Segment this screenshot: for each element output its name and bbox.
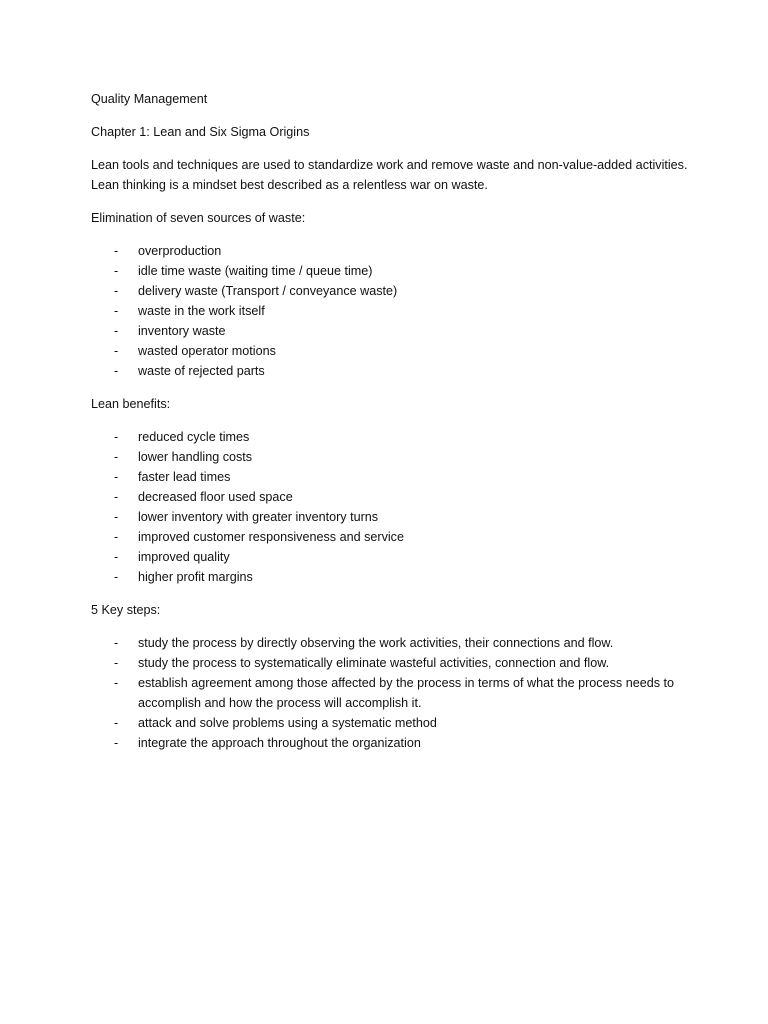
bullet-dash: - bbox=[114, 570, 119, 584]
chapter-heading: Chapter 1: Lean and Six Sigma Origins bbox=[91, 125, 310, 139]
list-item bbox=[91, 713, 691, 733]
list-item-text: improved customer responsiveness and service bbox=[138, 530, 404, 544]
bullet-dash: - bbox=[114, 656, 119, 670]
list-item bbox=[91, 427, 691, 447]
list-item-text: study the process by directly observing the work activities, their connections and flow. bbox=[138, 636, 614, 650]
section-heading: 5 Key steps: bbox=[91, 603, 161, 617]
list-item bbox=[91, 487, 691, 507]
list-item bbox=[91, 241, 691, 261]
list-item bbox=[91, 527, 691, 547]
bullet-dash: - bbox=[114, 636, 119, 650]
list-item bbox=[91, 507, 691, 527]
list-item-text: decreased floor used space bbox=[138, 490, 293, 504]
bullet-dash: - bbox=[114, 490, 119, 504]
document-body bbox=[91, 89, 691, 766]
list-item bbox=[91, 547, 691, 567]
bullet-dash: - bbox=[114, 736, 119, 750]
list-item-text: study the process to systematically eliminate wasteful activities, connection and flow. bbox=[138, 656, 610, 670]
bullet-dash: - bbox=[114, 676, 119, 690]
bullet-dash: - bbox=[114, 344, 119, 358]
bullet-dash: - bbox=[114, 550, 119, 564]
list-item-text: integrate the approach throughout the organization bbox=[138, 736, 421, 750]
bullet-list bbox=[91, 241, 691, 381]
list-item bbox=[91, 281, 691, 301]
list-item-text: delivery waste (Transport / conveyance waste) bbox=[138, 284, 398, 298]
list-item bbox=[91, 261, 691, 281]
intro-paragraph: Lean tools and techniques are used to standardize work and remove waste and non-value-added activities. Lean thinking is a mindset best described as a relentless war on waste. bbox=[91, 158, 688, 192]
list-item bbox=[91, 733, 691, 753]
bullet-dash: - bbox=[114, 264, 119, 278]
bullet-dash: - bbox=[114, 324, 119, 338]
bullet-dash: - bbox=[114, 284, 119, 298]
bullet-dash: - bbox=[114, 244, 119, 258]
bullet-dash: - bbox=[114, 470, 119, 484]
bullet-list bbox=[91, 633, 691, 753]
bullet-list bbox=[91, 427, 691, 587]
list-item-text: inventory waste bbox=[138, 324, 226, 338]
list-item-text: improved quality bbox=[138, 550, 230, 564]
list-item-text: faster lead times bbox=[138, 470, 231, 484]
bullet-dash: - bbox=[114, 716, 119, 730]
list-item-text: waste of rejected parts bbox=[138, 364, 265, 378]
list-item bbox=[91, 567, 691, 587]
list-item bbox=[91, 633, 691, 653]
bullet-dash: - bbox=[114, 530, 119, 544]
list-item bbox=[91, 673, 691, 713]
list-item-text: lower inventory with greater inventory turns bbox=[138, 510, 379, 524]
list-item-text: waste in the work itself bbox=[138, 304, 265, 318]
list-item bbox=[91, 321, 691, 341]
list-item bbox=[91, 301, 691, 321]
list-item-text: establish agreement among those affected by the process in terms of what the process needs to accomplish and how the process will accomplish it. bbox=[138, 676, 675, 710]
list-item-text: higher profit margins bbox=[138, 570, 253, 584]
list-item-text: attack and solve problems using a systematic method bbox=[138, 716, 437, 730]
bullet-dash: - bbox=[114, 304, 119, 318]
list-item-text: overproduction bbox=[138, 244, 222, 258]
list-item-text: lower handling costs bbox=[138, 450, 253, 464]
list-item bbox=[91, 653, 691, 673]
section-heading: Lean benefits: bbox=[91, 397, 171, 411]
list-item bbox=[91, 361, 691, 381]
list-item-text: wasted operator motions bbox=[138, 344, 276, 358]
list-item-text: idle time waste (waiting time / queue time) bbox=[138, 264, 373, 278]
list-item-text: reduced cycle times bbox=[138, 430, 250, 444]
bullet-dash: - bbox=[114, 364, 119, 378]
section-heading: Elimination of seven sources of waste: bbox=[91, 211, 306, 225]
bullet-dash: - bbox=[114, 450, 119, 464]
list-item bbox=[91, 467, 691, 487]
list-item bbox=[91, 341, 691, 361]
list-item bbox=[91, 447, 691, 467]
bullet-dash: - bbox=[114, 430, 119, 444]
document-title: Quality Management bbox=[91, 92, 208, 106]
bullet-dash: - bbox=[114, 510, 119, 524]
